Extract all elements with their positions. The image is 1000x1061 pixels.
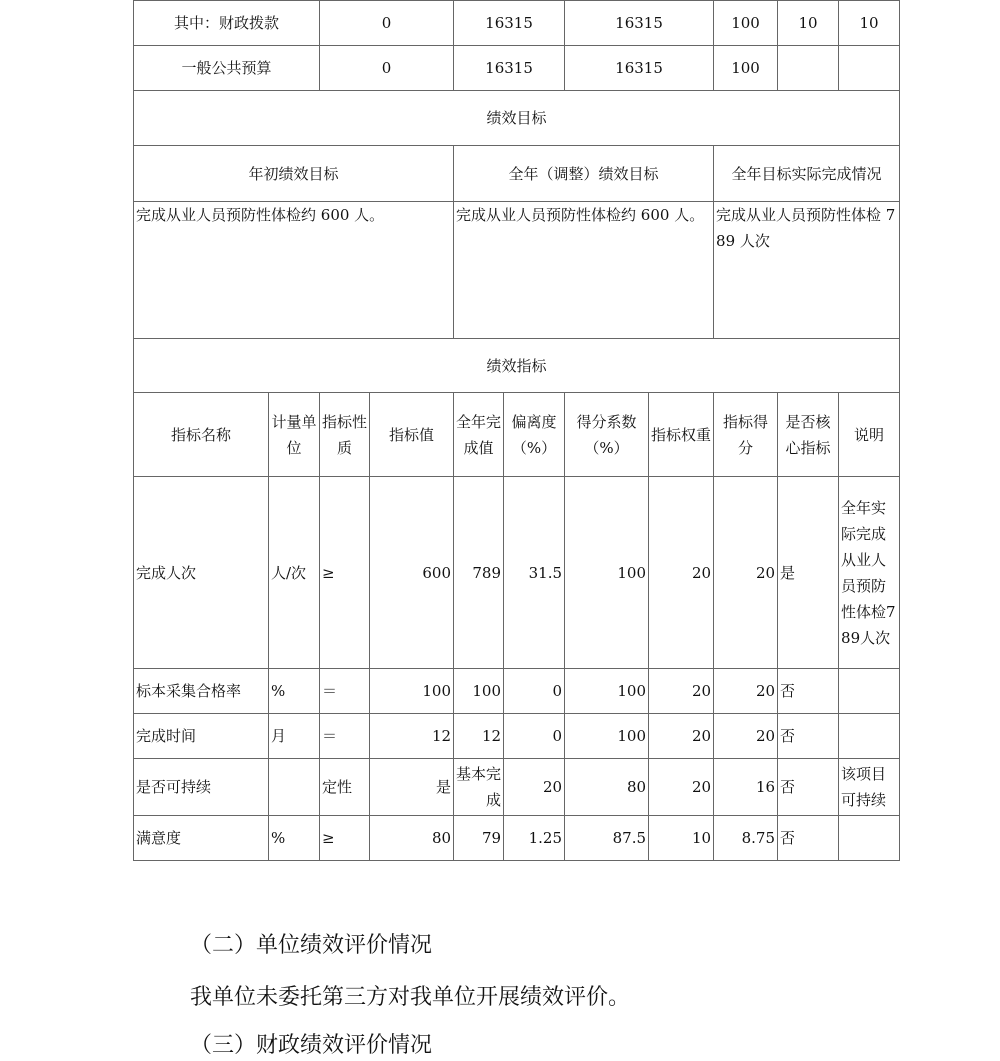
indicator-cell: 100 <box>565 669 649 714</box>
indicator-cell: 人/次 <box>269 477 320 669</box>
indicator-header: 指标得分 <box>714 393 778 477</box>
indicators-title: 绩效指标 <box>134 339 900 393</box>
indicator-cell <box>839 816 900 861</box>
indicator-cell: 100 <box>454 669 504 714</box>
goals-title: 绩效目标 <box>134 91 900 146</box>
indicator-header: 说明 <box>839 393 900 477</box>
indicator-cell: 否 <box>778 816 839 861</box>
indicator-cell: 满意度 <box>134 816 269 861</box>
indicator-cell <box>839 714 900 759</box>
budget-cell-initial: 0 <box>320 1 454 46</box>
budget-cell-weight <box>778 46 839 91</box>
indicator-cell: ＝ <box>320 669 370 714</box>
indicator-cell: 20 <box>714 477 778 669</box>
section-heading-3: （三）财政绩效评价情况 <box>190 1033 433 1058</box>
indicator-cell: 是 <box>778 477 839 669</box>
budget-cell-executed: 16315 <box>565 1 714 46</box>
paragraph: 我单位未委托第三方对我单位开展绩效评价。 <box>190 985 631 1010</box>
budget-row <box>134 46 900 91</box>
indicator-cell: 否 <box>778 714 839 759</box>
indicator-cell: 定性 <box>320 759 370 816</box>
indicator-cell: 10 <box>649 816 714 861</box>
indicator-cell: 80 <box>565 759 649 816</box>
indicator-cell: 87.5 <box>565 816 649 861</box>
indicator-cell: % <box>269 816 320 861</box>
indicator-row <box>134 816 900 861</box>
indicator-cell: 1.25 <box>504 816 565 861</box>
indicator-cell: 完成人次 <box>134 477 269 669</box>
indicator-cell: 该项目可持续 <box>839 759 900 816</box>
budget-cell-initial: 0 <box>320 46 454 91</box>
goal-header: 年初绩效目标 <box>134 146 454 202</box>
indicator-cell: ＝ <box>320 714 370 759</box>
indicator-cell: 79 <box>454 816 504 861</box>
indicator-cell: 100 <box>565 477 649 669</box>
indicator-row <box>134 477 900 669</box>
indicator-cell: 20 <box>714 714 778 759</box>
budget-cell-executed: 16315 <box>565 46 714 91</box>
indicator-cell: 100 <box>370 669 454 714</box>
indicator-cell: 0 <box>504 714 565 759</box>
budget-cell-adjusted: 16315 <box>454 46 565 91</box>
indicator-header: 指标性质 <box>320 393 370 477</box>
indicator-cell: 是 <box>370 759 454 816</box>
indicator-cell: 20 <box>714 669 778 714</box>
indicator-header: 偏离度（%） <box>504 393 565 477</box>
indicator-header: 指标值 <box>370 393 454 477</box>
indicator-header: 全年完成值 <box>454 393 504 477</box>
goal-value: 完成从业人员预防性体检 789 人次 <box>714 202 900 339</box>
indicator-cell: 20 <box>649 714 714 759</box>
budget-cell-score: 10 <box>839 1 900 46</box>
indicator-cell: 月 <box>269 714 320 759</box>
goal-header: 全年目标实际完成情况 <box>714 146 900 202</box>
budget-cell-adjusted: 16315 <box>454 1 565 46</box>
budget-cell-rate: 100 <box>714 46 778 91</box>
indicator-cell: 全年实际完成从业人员预防性体检789人次 <box>839 477 900 669</box>
indicator-cell: 100 <box>565 714 649 759</box>
indicator-cell: 31.5 <box>504 477 565 669</box>
indicator-header: 是否核心指标 <box>778 393 839 477</box>
indicator-cell: 完成时间 <box>134 714 269 759</box>
indicator-cell <box>269 759 320 816</box>
indicator-cell: 20 <box>649 669 714 714</box>
indicator-header: 得分系数（%） <box>565 393 649 477</box>
indicator-cell: 8.75 <box>714 816 778 861</box>
indicator-cell: 否 <box>778 669 839 714</box>
indicator-cell: 16 <box>714 759 778 816</box>
indicator-cell: 0 <box>504 669 565 714</box>
budget-row <box>134 1 900 46</box>
performance-table <box>133 0 900 861</box>
indicator-cell: 否 <box>778 759 839 816</box>
budget-cell-name: 其中：财政拨款 <box>134 1 320 46</box>
budget-cell-weight: 10 <box>778 1 839 46</box>
budget-cell-score <box>839 46 900 91</box>
indicator-cell: 标本采集合格率 <box>134 669 269 714</box>
goal-header: 全年（调整）绩效目标 <box>454 146 714 202</box>
goal-value: 完成从业人员预防性体检约 600 人。 <box>454 202 714 339</box>
indicator-header: 指标名称 <box>134 393 269 477</box>
indicator-cell <box>839 669 900 714</box>
goal-value: 完成从业人员预防性体检约 600 人。 <box>134 202 454 339</box>
indicator-row <box>134 669 900 714</box>
indicator-row <box>134 714 900 759</box>
indicator-cell: 789 <box>454 477 504 669</box>
indicator-cell: 20 <box>649 477 714 669</box>
indicator-cell: 600 <box>370 477 454 669</box>
indicator-header: 计量单位 <box>269 393 320 477</box>
indicator-cell: 是否可持续 <box>134 759 269 816</box>
indicator-cell: % <box>269 669 320 714</box>
indicator-header: 指标权重 <box>649 393 714 477</box>
budget-cell-name: 一般公共预算 <box>134 46 320 91</box>
indicator-cell: 80 <box>370 816 454 861</box>
indicator-cell: 20 <box>649 759 714 816</box>
indicator-row <box>134 759 900 816</box>
section-heading-2: （二）单位绩效评价情况 <box>190 933 433 958</box>
indicator-cell: ≥ <box>320 816 370 861</box>
indicator-cell: ≥ <box>320 477 370 669</box>
budget-cell-rate: 100 <box>714 1 778 46</box>
indicator-cell: 12 <box>370 714 454 759</box>
indicator-cell: 12 <box>454 714 504 759</box>
indicator-cell: 20 <box>504 759 565 816</box>
indicator-cell: 基本完成 <box>454 759 504 816</box>
